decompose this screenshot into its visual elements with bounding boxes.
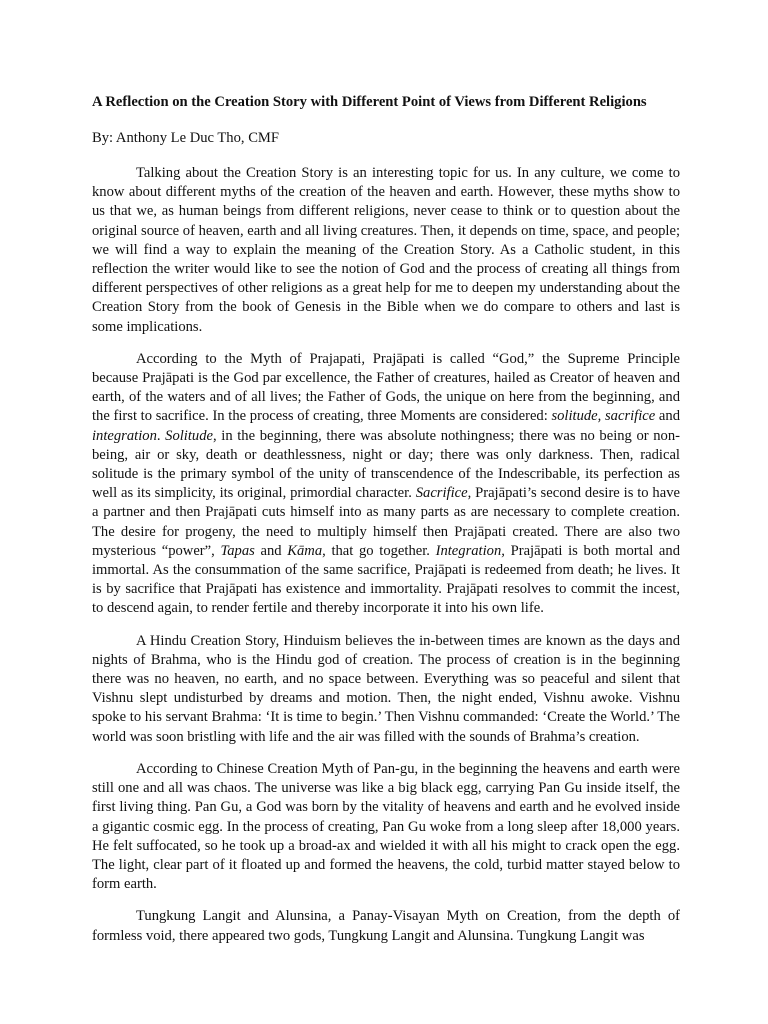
italic-term: Integration, [435,542,505,559]
text-run: , in the beginning, there was absolute nothingness; there was no being or non-being, air or sky, death or deathlessness, night or day; there was only darkness. Then, radical solitude is the primary symbol of the unity of transcendence of the Indescribable, its perfection as well as its simplicity, its original, primordial character. [92,427,681,502]
paragraph [92,350,680,619]
text-run: , Prajāpati’s second desire is to have a partner and then Prajāpati cuts himself into as many parts as are necessary to complete creation. The desire for progeny, the need to multiply himself then Prajāpati created. There are also two mysterious “power”, [92,485,680,559]
text-run: According to Chinese Creation Myth of Pan-gu, in the beginning the heavens and earth were still one and all was chaos. The universe was like a big black egg, carrying Pan Gu inside itself, the first living thing. Pan Gu, a God was born by the vitality of heavens and earth and he evolved inside a gigantic cosmic egg. In the process of creating, Pan Gu woke from a long sleep after 18,000 years. He felt suffocated, so he took up a broad-ax and wielded it with all his might to crack open the egg. The light, clear part of it floated up and formed the heavens, the cold, turbid matter stayed below to form earth. [92,760,680,893]
text-run: . [156,427,166,444]
italic-term: solitude, sacrifice [551,408,656,425]
text-run: and [254,542,288,559]
italic-term: Kāma [287,542,323,559]
body-text [92,164,680,946]
italic-term: Tapas [220,542,255,559]
text-run: Talking about the Creation Story is an interesting topic for us. In any culture, we come to know about different myths of the creation of the heaven and earth. However, these myths show to us that we, as human beings from different religions, never cease to think or to question about the original source of heaven, earth and all living creatures. Then, it depends on time, space, and people; we will find a way to explain the meaning of the Creation Story. As a Catholic student, in this reflection the writer would like to see the notion of God and the process of creating all things from different perspectives of other religions as a great help for me to deepen my understanding about the Creation Story from the book of Genesis in the Bible when we do compare to others and last is some implications. [92,165,680,335]
text-run: Tungkung Langit and Alunsina, a Panay-Visayan Myth on Creation, from the depth of formless void, there appeared two gods, Tungkung Langit and Alunsina. Tungkung Langit was [92,908,680,944]
italic-term: Solitude [165,427,213,444]
paragraph [92,760,680,894]
text-run: Prajāpati is both mortal and immortal. As the consummation of the same sacrifice, Prajāpati is redeemed from death; he lives. It is by sacrifice that Prajāpati has existence and immortality. Prajāpati resolves to commit the incest, to descend again, to render fertile and thereby incorporate it into his own life. [92,542,680,617]
paragraph [92,164,680,337]
text-run: A Hindu Creation Story, Hinduism believes the in-between times are known as the days and nights of Brahma, who is the Hindu god of creation. The process of creation is in the beginning there was no heaven, no earth, and no space between. Everything was so peaceful and silent that Vishnu slept undisturbed by dreams and motion. Then, the night ended, Vishnu awoke. Vishnu spoke to his servant Brahma: ‘It is time to begin.’ Then Vishnu commanded: ‘Create the World.’ The world was soon bristling with life and the air was filled with the sounds of Brahma’s creation. [92,632,680,745]
author-line: By: Anthony Le Duc Tho, CMF [92,130,280,146]
document-title: A Reflection on the Creation Story with Different Point of Views from Different Religions [92,94,647,110]
paragraph [92,632,680,747]
italic-term: integration [92,427,157,444]
text-run: , that go together. [322,542,436,559]
text-run: and [655,408,680,425]
paragraph [92,907,680,945]
italic-term: Sacrifice [415,485,468,502]
text-run: According to the Myth of Prajapati, Prajāpati is called “God,” the Supreme Principle because Prajāpati is the God par excellence, the Father of creatures, hailed as Creator of heaven and earth, of the waters and of all lives; the Father of Gods, the unique on here from the beginning, and the first to sacrifice. In the process of creating, three Moments are considered: [92,350,680,425]
